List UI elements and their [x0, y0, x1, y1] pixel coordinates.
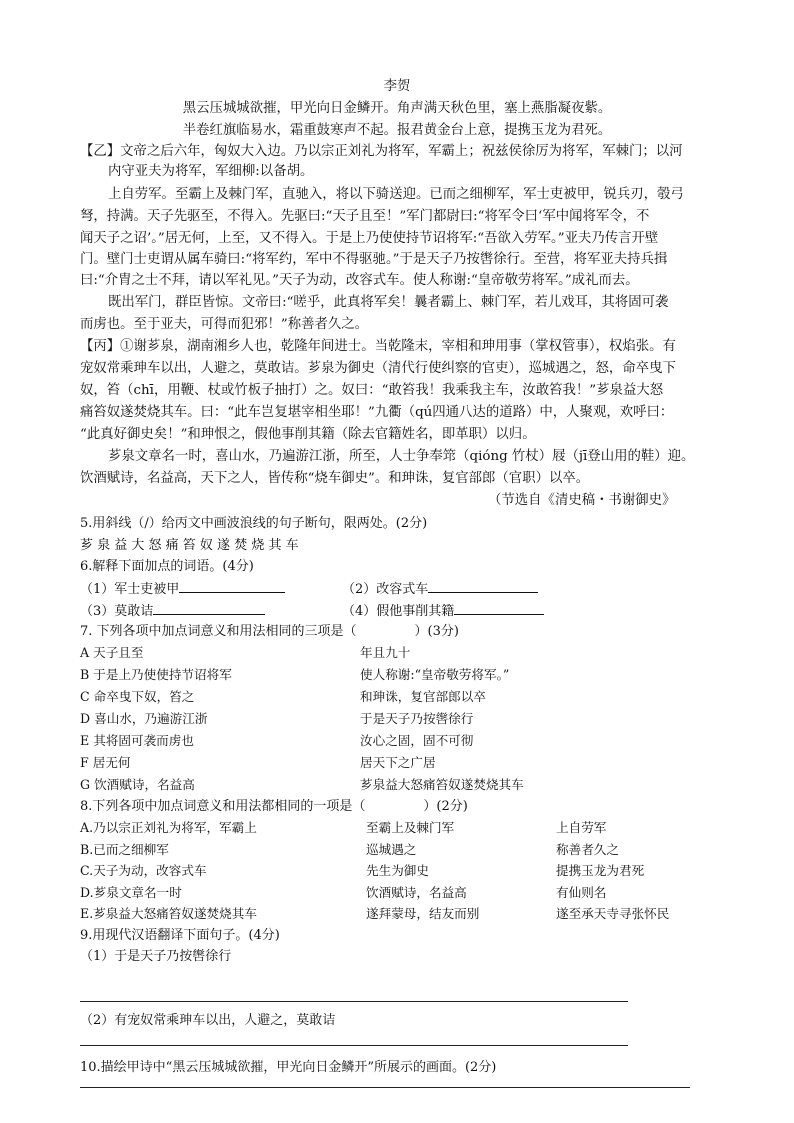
q7-option-right: 居天下之广居: [360, 755, 436, 770]
q8-option-col3: 遂至承天寺寻张怀民: [556, 906, 670, 921]
q6-item-4: [342, 600, 544, 622]
answer-line[interactable]: [80, 1001, 628, 1002]
q8-option-col1: E.芗泉益大怒痛笞奴遂焚烧其车: [80, 906, 257, 921]
yi-line: 弩，持满。天子先驱至，不得入。先驱曰:“天子且至！”军门都尉曰:“将军令曰‘军中闻将军令，不: [80, 209, 650, 224]
answer-line[interactable]: [80, 1087, 690, 1088]
q7-option-right: 使人称谢:“皇帝敬劳将军。”: [360, 667, 510, 682]
q8-title-a: 8.下列各项中加点词意义和用法都相同的一项是（: [80, 799, 366, 814]
yi-line: 闻天子之诏’。”居无何，上至，又不得入。于是上乃使使持节诏将军:“吾欲入劳军。”亚夫乃传言开壁: [80, 231, 659, 246]
q6-item-4-text: （4）假他事削其籍: [342, 604, 455, 619]
q9-item-2: （2）有宠奴常乘珅车以出，人避之，莫敢诘: [80, 1013, 336, 1028]
q8-option-col3: 有仙则名: [556, 885, 607, 900]
q6-item-2: [342, 578, 538, 600]
poem-author: 李贺: [383, 79, 411, 94]
bing-line: 【丙】①谢芗泉，湖南湘乡人也，乾隆年间进士。当乾隆末，宰相和珅用事（掌权管事），权焰张。有: [80, 339, 676, 354]
bing-line: 饮酒赋诗，名益高，天下之人，皆传称“烧车御史”。和珅诛，复官部郎（官职）以卒。: [80, 471, 590, 486]
bing-line: 芗泉文章名一时，喜山水，乃遍游江浙，所至，人士争奉筇（qióng 竹杖）屐（jī登山用的鞋）迎。: [108, 449, 695, 464]
bing-line: 痛笞奴遂焚烧其车。曰：“此车岂复堪宰相坐耶！”九衢（qú四通八达的道路）中，人聚观，欢呼曰：: [80, 405, 674, 420]
poem-line-2: 半卷红旗临易水，霜重鼓寒声不起。报君黄金台上意，提携玉龙为君死。: [182, 123, 612, 138]
answer-blank[interactable]: [179, 578, 285, 593]
q8-option-col1: C.天子为动，改容式车: [80, 863, 207, 878]
q10-title: 10.描绘甲诗中“黑云压城城欲摧，甲光向日金鳞开”所展示的画面。(2分): [80, 1060, 497, 1075]
q6-item-1-text: （1）军士吏被甲: [80, 582, 180, 597]
q7-option-right: 年且九十: [360, 645, 411, 660]
q8-title: [80, 797, 468, 817]
bing-source: （节选自《清史稿・书谢御史》: [488, 493, 676, 508]
q8-title-b: ）(2分): [423, 799, 468, 814]
q7-option-left: G 饮酒赋诗，名益高: [80, 777, 195, 792]
q9-title: 9.用现代汉语翻译下面句子。(4分): [80, 928, 280, 943]
q6-title: 6.解释下面加点的词语。(4分): [80, 559, 254, 574]
q7-option-left: E 其将固可袭而虏也: [80, 733, 194, 748]
bing-line: “此真好御史矣！”和珅恨之，假他事削其籍（除去官籍姓名，即革职）以归。: [80, 427, 536, 442]
q8-option-col2: 至霸上及棘门军: [366, 820, 455, 835]
q5-title: 5.用斜线（/）给丙文中画波浪线的句子断句，限两处。(2分): [80, 516, 428, 531]
q7-option-right: 汝心之固，固不可彻: [360, 733, 474, 748]
q8-option-col3: 提携玉龙为君死: [556, 863, 645, 878]
q8-option-col2: 巡城遇之: [366, 842, 417, 857]
q8-option-col2: 先生为御史: [366, 863, 429, 878]
q5-sentence: 芗 泉 益 大 怒 痛 笞 奴 遂 焚 烧 其 车: [80, 538, 299, 553]
yi-line: 内守亚夫为将军，军细柳:以备胡。: [108, 164, 314, 179]
q8-option-col2: 饮酒赋诗，名益高: [366, 885, 467, 900]
answer-blank[interactable]: [153, 600, 265, 615]
answer-line[interactable]: [80, 1045, 628, 1046]
q8-option-col1: D.芗泉文章名一时: [80, 885, 182, 900]
q8-option-col1: B.已而之细柳军: [80, 842, 169, 857]
q6-item-3-text: （3）莫敢诘: [80, 604, 154, 619]
yi-line: 既出军门，群臣皆惊。文帝曰:“嗟乎，此真将军矣！曩者霸上、棘门军，若儿戏耳，其将固可袭: [108, 295, 669, 310]
q7-option-right: 芗泉益大怒痛笞奴遂焚烧其车: [360, 777, 524, 792]
q8-option-col3: 上自劳军: [556, 820, 607, 835]
q6-item-1: [80, 578, 285, 600]
answer-blank[interactable]: [454, 600, 544, 615]
q7-title: [80, 622, 459, 642]
answer-blank[interactable]: [428, 578, 538, 593]
yi-line: 上自劳军。至霸上及棘门军，直驰入，将以下骑送迎。已而之细柳军，军士吏被甲，锐兵刃，彀弓: [108, 187, 684, 202]
q6-item-2-text: （2）改容式车: [342, 582, 429, 597]
q7-option-left: B 于是上乃使使持节诏将军: [80, 667, 232, 682]
yi-line: 而虏也。至于亚夫，可得而犯邪！”称善者久之。: [80, 317, 369, 332]
poem-line-1: 黑云压城城欲摧，甲光向日金鳞开。角声满天秋色里，塞上燕脂凝夜紫。: [182, 101, 612, 116]
yi-line: 门。壁门士吏谓从属车骑曰:“将军约，军中不得驱驰。”于是天子乃按辔徐行。至营，将军亚夫持兵揖: [80, 252, 668, 267]
q7-title-b: ）(3分): [414, 624, 459, 639]
q6-item-3: [80, 600, 265, 622]
q8-option-col1: A.乃以宗正刘礼为将军，军霸上: [80, 820, 257, 835]
q7-option-left: D 喜山水，乃遍游江浙: [80, 711, 208, 726]
q8-option-col2: 遂拜蒙母，结友而别: [366, 906, 480, 921]
yi-line: 【乙】文帝之后六年，匈奴大入边。乃以宗正刘礼为将军，军霸上；祝兹侯徐厉为将军，军棘门；以河: [80, 144, 683, 159]
q8-option-col3: 称善者久之: [556, 842, 619, 857]
q7-option-right: 和珅诛，复官部郎以卒: [360, 689, 486, 704]
q7-option-left: F 居无何: [80, 755, 131, 770]
bing-line: 奴，笞（chī，用鞭、杖或竹板子抽打）之。奴曰：“敢笞我！我乘我主车，汝敢笞我！”芗泉益大怒: [80, 383, 664, 398]
yi-line: 曰:“介胄之士不拜，请以军礼见。”天子为动，改容式车。使人称谢:“皇帝敬劳将军。”成礼而去。: [80, 273, 639, 288]
q7-option-right: 于是天子乃按辔徐行: [360, 711, 474, 726]
q7-option-left: C 命卒曳下奴，笞之: [80, 689, 195, 704]
q7-option-left: A 天子且至: [80, 645, 144, 660]
bing-line: 宠奴常乘珅车以出，人避之，莫敢诘。芗泉为御史（清代行使纠察的官吏），巡城遇之，怒，命卒曳下: [80, 361, 676, 376]
q7-title-a: 7. 下列各项中加点词意义和用法相同的三项是（: [80, 624, 357, 639]
q9-item-1: （1）于是天子乃按辔徐行: [80, 949, 232, 964]
